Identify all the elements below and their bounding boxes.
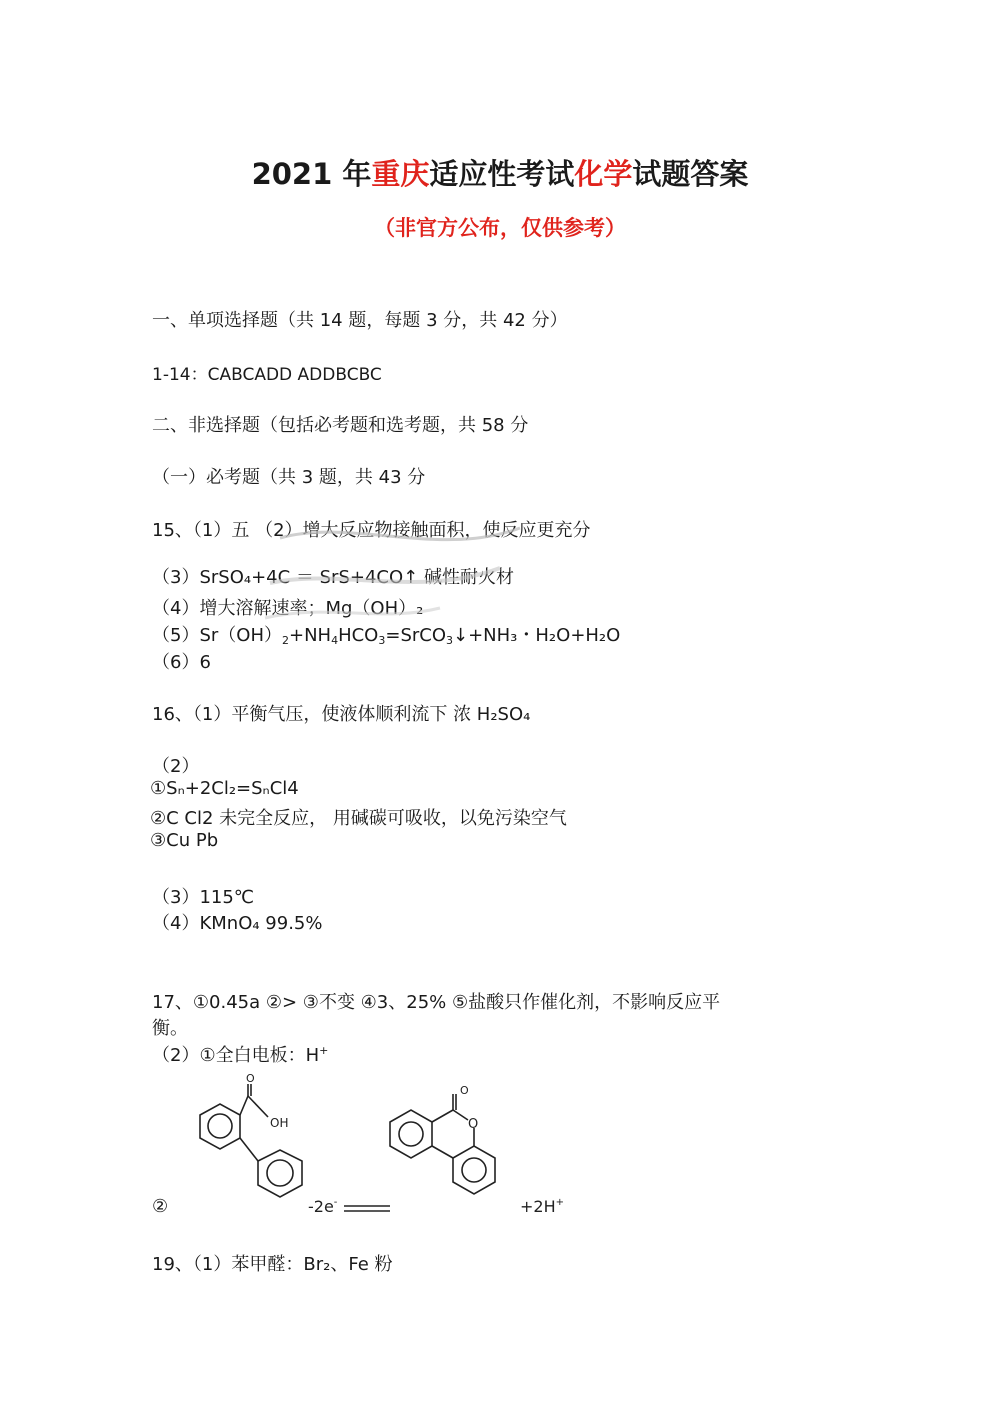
benzene-ring-d bbox=[453, 1146, 495, 1194]
aromatic-circle-a bbox=[208, 1114, 232, 1138]
q17-line2 bbox=[152, 1041, 328, 1067]
q16-line1: 16、（1）平衡气压，使液体顺利流下 浓 H₂SO₄ bbox=[152, 704, 531, 725]
bond-carbonyl-c bbox=[432, 1110, 453, 1122]
bond-carboxyl bbox=[240, 1096, 248, 1115]
q16-part3: （3）115℃ bbox=[152, 887, 255, 908]
label-o1: O bbox=[246, 1072, 255, 1085]
q16-item1: ①Sₙ+2Cl₂=SₙCl4 bbox=[150, 778, 299, 799]
q19-line1: 19、（1）苯甲醛：Br₂、Fe 粉 bbox=[152, 1254, 393, 1275]
benzene-ring-a bbox=[200, 1104, 240, 1149]
biphenyl-acid-structure bbox=[200, 1084, 302, 1197]
q17-line1-cont: 衡。 bbox=[152, 1018, 188, 1039]
title-exam: 适应性考试 bbox=[429, 157, 575, 191]
q15-line4: （4）增大溶解速率；Mg（OH）₂ bbox=[152, 598, 424, 619]
page-title bbox=[0, 152, 1000, 193]
bond-biaryl bbox=[240, 1138, 258, 1161]
q15-line5-b: +NH bbox=[288, 625, 332, 646]
bond-ester bbox=[453, 1110, 468, 1120]
title-answer: 试题答案 bbox=[632, 157, 749, 191]
benzene-ring-b bbox=[258, 1150, 302, 1197]
q16-part4: （4）KMnO₄ 99.5% bbox=[152, 913, 323, 934]
q15-line5-d: =SrCO bbox=[385, 625, 447, 646]
q15-line5: $(5)Sr(OH)_2+NH_4HCO_3=SrCO_3↓+NH_3$・H₂O+H₂O bbox=[152, 625, 621, 647]
q17-item2-label: ② bbox=[152, 1196, 169, 1217]
reaction-structures bbox=[148, 1070, 588, 1220]
label-oh: OH bbox=[270, 1116, 289, 1130]
q17-line2-sup: + bbox=[319, 1044, 329, 1057]
q15-line1: 15、（1）五 （2）增大反应物接触面积，使反应更充分 bbox=[152, 520, 591, 541]
section1-heading: 一、单项选择题（共 14 题，每题 3 分，共 42 分） bbox=[152, 310, 568, 331]
q16-item2: ②C Cl2 未完全反应， 用碱碳可吸收，以免污染空气 bbox=[150, 808, 567, 829]
section2-subheading: （一）必考题（共 3 题，共 43 分 bbox=[152, 467, 426, 488]
q16-part2: （2） bbox=[152, 756, 200, 777]
lactone-structure bbox=[390, 1094, 495, 1194]
q15-line6: （6）6 bbox=[152, 652, 211, 673]
q15-line5-e: ↓+NH₃・H₂O+H₂O bbox=[453, 625, 621, 646]
q16-item3: ③Cu Pb bbox=[150, 830, 219, 851]
label-plus-protons: +2H+ bbox=[520, 1197, 565, 1216]
q15-line5-c: HCO bbox=[338, 625, 379, 646]
label-minus-electrons: -2e- bbox=[308, 1197, 338, 1216]
benzene-ring-c bbox=[390, 1110, 432, 1158]
q17-line2-a: （2）①全白电板：H bbox=[152, 1045, 320, 1066]
section1-answers: 1-14：CABCADD ADDBCBC bbox=[152, 365, 382, 385]
section2-heading: 二、非选择题（包括必考题和选考题，共 58 分 bbox=[152, 415, 529, 436]
title-region: 重庆 bbox=[371, 157, 430, 191]
q17-line1: 17、①0.45a ②> ③不变 ④3、25% ⑤盐酸只作催化剂，不影响反应平 bbox=[152, 992, 721, 1013]
page-subtitle: （非官方公布，仅供参考） bbox=[374, 216, 626, 240]
bond-biaryl-2 bbox=[432, 1146, 453, 1158]
bond-coh bbox=[248, 1096, 268, 1117]
title-subject: 化学 bbox=[574, 157, 633, 191]
aromatic-circle-d bbox=[462, 1158, 486, 1182]
aromatic-circle-b bbox=[267, 1160, 293, 1186]
label-o3: O bbox=[468, 1117, 479, 1132]
q15-line5-a: （5）Sr（OH） bbox=[152, 625, 282, 646]
title-year: 2021 年 bbox=[251, 157, 372, 191]
q15-line3: （3）SrSO₄+4C ＝ SrS+4CO↑ 碱性耐火材 bbox=[152, 567, 514, 588]
label-o2: O bbox=[460, 1084, 469, 1097]
aromatic-circle-c bbox=[399, 1122, 423, 1146]
